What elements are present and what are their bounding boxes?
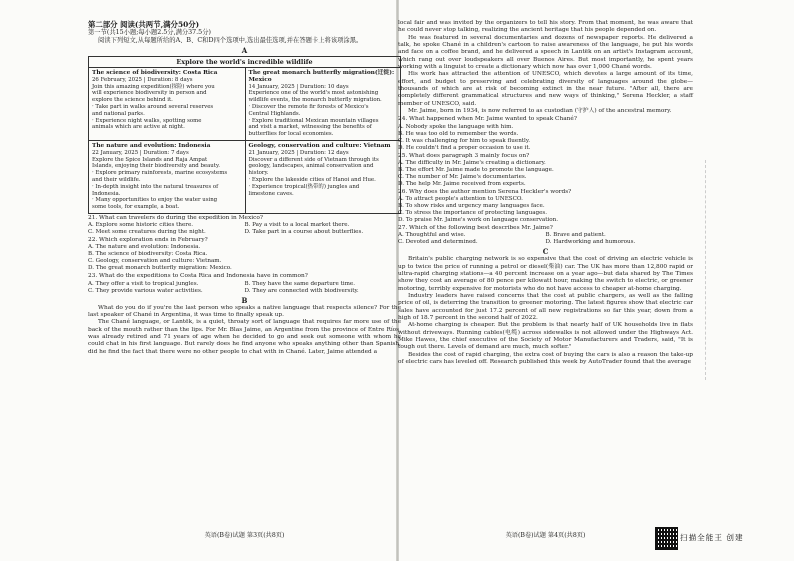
tour-line: · In-depth insight into the natural treasures of <box>92 183 219 190</box>
option-c: C. Meet some creatures during the night. <box>88 229 206 236</box>
tour-line: Experience one of the world's most astonishing <box>248 90 379 97</box>
tour-line: Central Highlands. <box>248 110 301 117</box>
option-d: D. To praise Mr. Jaime's work on language conservation. <box>398 217 559 224</box>
page-footer-left: 英语(B卷)试题 第3页(共8页) <box>204 532 285 539</box>
tour-title: The nature and evolution: Indonesia <box>92 142 211 149</box>
right-page <box>398 20 693 545</box>
option-a: A. Nobody spoke the language with him. <box>398 123 514 130</box>
question-23: 23. What do the expeditions to Costa Rica and Indonesia have in common? <box>88 273 308 280</box>
tour-line: wildlife events, the monarch butterfly migration. <box>248 97 382 104</box>
option-d: D. Take part in a course about butterflies. <box>244 229 364 236</box>
tour-grid <box>88 67 401 214</box>
tour-line: Islands, enjoying their biodiversity and beauty. <box>92 163 220 170</box>
option-c: C. Geology, conservation and culture: Vietnam. <box>88 258 222 265</box>
passage-c-paragraph-4: Besides the cost of rapid charging, the extra cost of buying the cars is also a reason the take-up of electric cars has leveled off. Research published this week by AutoTrader found that the average <box>398 351 693 366</box>
tour-line: history. <box>248 170 269 177</box>
tour-date: 26 February, 2025 | Duration: 8 days <box>92 76 193 83</box>
question-21: 21. What can travelers do during the expedition in Mexico? <box>88 214 263 221</box>
passage-a-letter: A <box>241 46 248 55</box>
option-b: B. The science of biodiversity: Costa Rica. <box>88 251 208 258</box>
option-d: D. The great monarch butterfly migration: Mexico. <box>88 265 232 272</box>
tour-line: · Explore the lakeside cities of Hanoi and Hue. <box>248 176 376 183</box>
instructions: 阅读下列短文,从每题所给的A、B、C和D四个选项中,选出最佳选项,并在答题卡上将该项涂黑。 <box>98 37 363 44</box>
left-page <box>88 20 401 545</box>
option-b: B. Brave and patient. <box>545 232 606 239</box>
tour-line: · Experience tropical(热带的) jungles and <box>248 183 360 190</box>
tour-date: 14 January, 2025 | Duration: 10 days <box>248 83 349 90</box>
passage-b-paragraph-2: The Chané language, or Lantëk, is a quiet, throaty sort of language that requires far more use of the back of the mouth rather than the lips. For Mr. Blas Jaime, an Argentine from the province of Entre Ríos, was already retired and 71 years of age when he decided to go and seek out someone with whom he could chat in his first language. But rarely does he find anyone who speaks anything other than Spanish, did he find the fact that there were no other people to chat with in Chané. Later, Jaime attended a <box>88 319 401 355</box>
tour-line: some tools, for example, a boat. <box>92 204 180 211</box>
tour-line: limestone caves. <box>248 190 294 197</box>
passage-b-paragraph-5: Mr. Jaime, born in 1934, is now referred to as custodian (守护人) of the ancestral memory. <box>408 108 672 115</box>
part-title: 第二部分 阅读(共两节,满分50分) <box>88 20 200 29</box>
option-b: B. He was too old to remember the words. <box>398 130 519 137</box>
option-c: C. They provide various water activities. <box>88 287 203 294</box>
option-c: C. To stress the importance of protecting languages. <box>398 210 548 217</box>
option-b: B. The effort Mr. Jaime made to promote the language. <box>398 166 554 173</box>
option-c: C. Devoted and determined. <box>398 239 478 246</box>
passage-a-banner: Explore the world's incredible wildlife <box>88 56 401 67</box>
question-26: 26. Why does the author mention Serena Heckler's words? <box>398 188 572 195</box>
tour-line: will experience biodiversity in person and <box>92 90 207 97</box>
option-d: D. They are connected with biodiversity. <box>244 287 359 294</box>
question-21-options <box>88 222 401 236</box>
tour-line: · Many opportunities to enjoy the water using <box>92 197 218 204</box>
option-a: A. To attract people's attention to UNESCO. <box>398 196 523 203</box>
section-title: 第一节(共15小题;每小题2.5分,满分37.5分) <box>88 29 211 36</box>
passage-b-continued: local fair and was invited by the organizers to tell his story. From that moment, he was aware that he could never stop talking, realizing the ancient heritage that his people depended on. <box>398 20 693 34</box>
option-a: A. Explore some historic cities there. <box>88 222 194 229</box>
scanner-watermark: 扫描全能王 创建 <box>680 533 744 542</box>
tour-title: The science of biodiversity: Costa Rica <box>92 70 218 76</box>
option-a: A. The nature and evolution: Indonesia. <box>88 244 201 251</box>
tour-line: Join this amazing expedition(探险) where you <box>92 83 215 90</box>
tour-date: 22 January, 2025 | Duration: 7 days <box>92 149 189 156</box>
option-b: B. To show risks and urgency many languages face. <box>398 203 545 210</box>
passage-c-paragraph-3: At-home charging is cheaper. But the problem is that nearly half of UK households live in flats without driveways. Running cables(电缆) across sidewalks is not allowed under the Highways Act. Mike Hawes, the chief executive of the Society of Motor Manufacturers and Traders, said, "It is tough out there. Levels of demand are much, much softer." <box>398 322 693 351</box>
tour-line: · Discover the remote fir forests of Mexico's <box>248 103 369 110</box>
page-footer-right: 英语(B卷)试题 第4页(共8页) <box>505 532 586 539</box>
tour-costa-rica <box>89 68 245 141</box>
question-27-options <box>398 232 693 246</box>
tour-title: Geology, conservation and culture: Vietnam <box>248 142 391 149</box>
question-24: 24. What happened when Mr. Jaime wanted to speak Chané? <box>398 116 577 123</box>
question-23-options <box>88 281 401 295</box>
option-c: C. It was challenging for him to speak fluently. <box>398 137 531 144</box>
qr-code-icon <box>655 527 678 550</box>
pencil-margin-marks <box>705 160 720 380</box>
tour-vietnam <box>245 141 401 213</box>
tour-line: · Explore traditional Mexican mountain villages <box>248 117 379 124</box>
tour-title: The great monarch butterfly migration(迁徙): Mexico <box>248 70 395 83</box>
tour-mexico <box>245 68 401 141</box>
option-b: B. They have the same departure time. <box>244 280 355 287</box>
option-c: C. The number of Mr. Jaime's documentaries. <box>398 173 527 180</box>
tour-line: · Explore primary rainforests, marine ecosystems <box>92 170 228 177</box>
question-22: 22. Which exploration ends in February? <box>88 237 208 244</box>
question-27: 27. Which of the following best describes Mr. Jaime? <box>398 225 553 232</box>
option-a: A. The difficulty in Mr. Jaime's creating a dictionary. <box>398 159 546 166</box>
tour-line: Discover a different side of Vietnam through its <box>248 156 379 163</box>
tour-line: geology, landscapes, animal conservation and <box>248 163 374 170</box>
tour-line: Indonesia. <box>92 190 121 197</box>
tour-line: explore the science behind it. <box>92 97 173 104</box>
passage-b-paragraph-4: His work has attracted the attention of UNESCO, which devotes a large amount of its time, effort, and budget to preserving and celebrating diversity of languages around the globe—thousands of which are at risk of becoming extinct in the near future. "After all, there are completely different grammatical structures and new ways of thinking," Serena Heckler, a staff member of UNESCO, said. <box>398 71 693 107</box>
tour-line: Explore the Spice Islands and Raja Ampat <box>92 156 208 163</box>
tour-date: 21 January, 2025 | Duration: 12 days <box>248 149 349 156</box>
option-d: D. He couldn't find a proper occasion to use it. <box>398 144 531 151</box>
tour-line: and national parks. <box>92 110 145 117</box>
passage-b-paragraph-1: What do you do if you're the last person who speaks a native language that respects silence? For the last speaker of Chané in Argentina, it was time to finally speak up. <box>88 304 401 318</box>
option-a: A. Thoughtful and wise. <box>398 232 466 239</box>
tour-line: and their wildlife. <box>92 176 141 183</box>
tour-line: and visit a market, witnessing the benefits of <box>248 124 372 131</box>
passage-c-paragraph-2: Industry leaders have raised concerns that the cost at public chargers, as well as the falling price of oil, is deterring the transition to greener motoring. The latest figures show that electric car sales have accounted for just 17.2 percent of all new registrations so far this year, down from a high of 18.7 percent in the second half of 2022. <box>398 293 693 322</box>
tour-line: · Take part in walks around several reserves <box>92 103 214 110</box>
tour-line: · Experience night walks, spotting some <box>92 117 202 124</box>
tour-indonesia <box>89 141 245 213</box>
passage-b-letter: B <box>241 295 248 305</box>
tour-line: butterflies for local economies. <box>248 131 334 138</box>
option-b: B. Pay a visit to a local market there. <box>244 222 350 229</box>
option-d: D. Hardworking and humorous. <box>545 239 636 246</box>
passage-c-letter: C <box>542 247 549 257</box>
passage-b-paragraph-3: He was featured in several documentaries and dozens of newspaper reports. He delivered a talk, he spoke Chané in a children's cartoon to raise awareness of the language, he put his words and face on a coffee brand, and he delivered a speech in Lantëk on an artist's Instagram account, which rang out over loudspeakers all over Buenos Aires. But most importantly, he spent years working with a linguist to create a dictionary which now has over 1,000 Chané words. <box>398 34 693 71</box>
option-a: A. They offer a visit to tropical jungles. <box>88 280 199 287</box>
question-25: 25. What does paragraph 3 mainly focus on? <box>398 152 530 159</box>
tour-line: animals which are active at night. <box>92 124 185 131</box>
option-d: D. The help Mr. Jaime received from experts. <box>398 180 526 187</box>
passage-c-paragraph-1: Britain's public charging network is so expensive that the cost of driving an electric vehicle is up to twice the price of running a petrol or diesel(柴油) car. The UK has more than 12,800 rapid or ultra-rapid charging stations—a 40 percent increase on a year ago—but data shared by The Times show they cost an average of 80 pence per kilowatt hour, making the switch to electric, or greener motoring, terribly expensive for motorists who do not have access to cheaper at-home charging. <box>398 256 693 292</box>
